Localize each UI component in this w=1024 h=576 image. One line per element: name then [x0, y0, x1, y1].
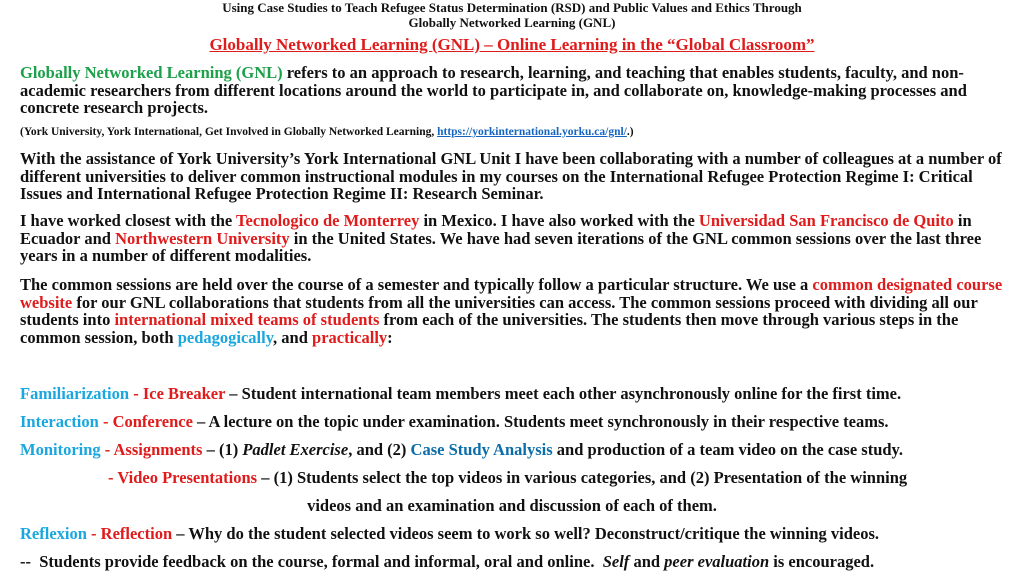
padlet-exercise: Padlet Exercise	[242, 440, 349, 459]
step-desc: – (1) Students select the top videos in various categories, and (2) Presentation of the winning	[257, 468, 908, 487]
phase-label: Monitoring	[20, 440, 101, 459]
self-evaluation: Self	[602, 552, 630, 571]
partners-text-b: in Mexico. I have also worked with the	[419, 211, 699, 230]
partner-monterrey: Tecnologico de Monterrey	[236, 211, 420, 230]
header-line-2: Globally Networked Learning (GNL)	[408, 15, 616, 30]
case-study-analysis: Case Study Analysis	[410, 440, 553, 459]
reference-note	[20, 126, 1010, 138]
step-feedback	[20, 552, 1020, 572]
phase-sep: -	[98, 412, 113, 431]
course-website-highlight: common designated course website	[20, 275, 1003, 312]
phase-label: Reflexion	[20, 524, 87, 543]
partner-northwestern: Northwestern University	[115, 228, 290, 248]
feedback-text: -- Students provide feedback on the course, formal and informal, oral and online.	[20, 552, 603, 571]
structure-text-d: , and	[273, 327, 313, 347]
activity-label: Assignments	[113, 440, 203, 459]
activity-label: Ice Breaker	[142, 384, 226, 403]
intro-paragraph	[20, 64, 1010, 117]
phase-sep: -	[86, 524, 101, 543]
step-desc: – Why do the student selected videos seem to work so well? Deconstruct/critique the winning videos.	[172, 524, 880, 543]
header-line-1: Using Case Studies to Teach Refugee Status Determination (RSD) and Public Values and Ethics Through	[222, 0, 802, 15]
pedagogically-highlight: pedagogically	[177, 327, 274, 347]
step-desc: , and (2)	[348, 440, 411, 459]
structure-text-a: The common sessions are held over the course of a semester and typically follow a particular structure. We use a	[20, 275, 813, 294]
structure-text-b: for our GNL collaborations that students from all the universities can access. The common sessions proceed with dividing all our students into	[20, 292, 978, 329]
step-video-presentations-cont: videos and an examination and discussion of each of them.	[307, 496, 717, 515]
activity-label: - Video Presentations	[108, 468, 258, 487]
step-desc: and production of a team video on the case study.	[552, 440, 904, 459]
phase-label: Interaction	[20, 412, 99, 431]
step-monitoring	[20, 440, 1020, 460]
structure-paragraph	[20, 276, 1010, 346]
partner-usfq: Universidad San Francisco de Quito	[698, 211, 954, 230]
peer-evaluation: peer evaluation	[664, 552, 770, 571]
phase-sep: -	[100, 440, 114, 459]
step-familiarization	[20, 384, 1020, 404]
phase-sep: -	[129, 384, 143, 403]
activity-label: Conference	[112, 412, 193, 431]
gnl-term: Globally Networked Learning (GNL)	[20, 63, 283, 82]
phase-label: Familiarization	[20, 384, 130, 403]
step-interaction	[20, 412, 1020, 432]
reference-text: (York University, York International, Get Involved in Globally Networked Learning,	[20, 126, 438, 138]
activity-label: Reflection	[100, 524, 173, 543]
step-desc: – (1)	[202, 440, 243, 459]
step-video-presentations	[108, 468, 1024, 488]
partners-text-d: in the United States. We have had seven iterations of the GNL common sessions over the last three years in a number of different modalities.	[20, 228, 982, 265]
step-desc: – Student international team members meet each other asynchronously online for the first time.	[225, 384, 902, 403]
intro-text: refers to an approach to research, learning, and teaching that enables students, faculty, and non-academic researchers from different locations around the world to participate in, and collaborate on, knowledge-making processes and concrete research projects.	[20, 63, 967, 117]
mixed-teams-highlight: international mixed teams of students	[114, 310, 380, 329]
structure-text-e: :	[387, 327, 393, 347]
reference-link[interactable]: https://yorkinternational.yorku.ca/gnl/	[437, 126, 627, 138]
partners-text-c: in Ecuador and	[20, 211, 972, 248]
reference-close: .)	[626, 126, 634, 138]
structure-text-c: from each of the universities. The students then move through various steps in the common session, both	[20, 310, 959, 347]
feedback-text: and	[629, 552, 665, 571]
practically-highlight: practically	[312, 327, 388, 347]
step-reflexion	[20, 524, 1020, 544]
partners-paragraph	[20, 212, 1010, 265]
feedback-text: is encouraged.	[769, 552, 875, 571]
partners-text-a: I have worked closest with the	[20, 211, 237, 230]
step-desc: – A lecture on the topic under examination. Students meet synchronously in their respective teams.	[192, 412, 889, 431]
page-title: Globally Networked Learning (GNL) – Online Learning in the “Global Classroom”	[209, 35, 815, 54]
collaboration-paragraph: With the assistance of York University’s York International GNL Unit I have been collaborating with a number of colleagues at a number of different universities to deliver common instructional modules in my courses on the International Refugee Protection Regime I: Critical Issues and International Refugee Protection Regime II: Research Seminar.	[20, 149, 1002, 203]
